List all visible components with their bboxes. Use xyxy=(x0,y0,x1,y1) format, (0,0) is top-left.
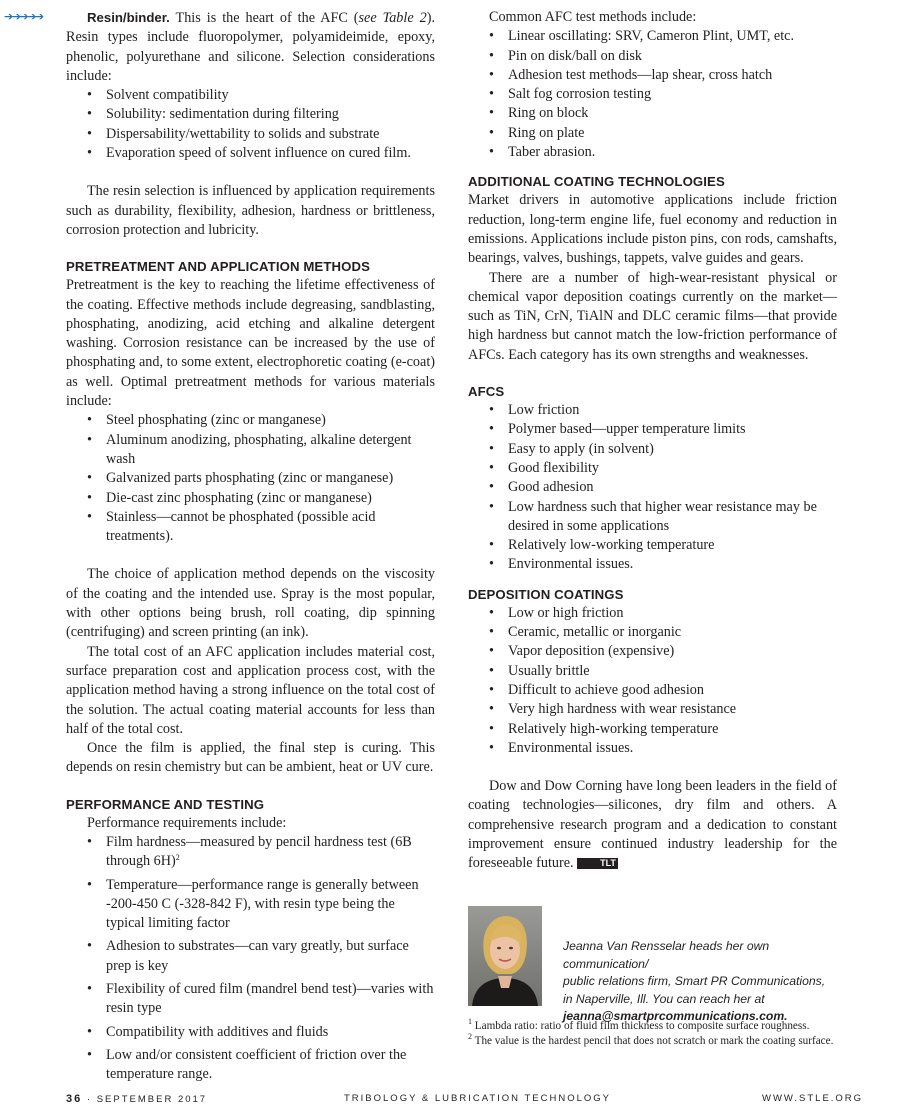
tlt-logo-icon: TLT xyxy=(577,858,618,869)
page-number: 36 xyxy=(66,1093,83,1105)
list-item: • Salt fog corrosion testing xyxy=(508,85,837,104)
resin-bullet-list xyxy=(66,86,435,163)
performance-heading: PERFORMANCE AND TESTING xyxy=(66,796,265,812)
list-item: • Temperature—performance range is generally between -200-450 C (-328-842 F), with resin type being the typical limiting factor xyxy=(106,876,435,934)
list-item: • Environmental issues. xyxy=(508,555,837,574)
list-item: • Stainless—cannot be phosphated (possible acid treatments). xyxy=(106,508,435,547)
resin-runin-heading: Resin/binder. xyxy=(87,10,170,25)
application-method-paragraph: The choice of application method depends on the viscosity of the coating and the intended use. Spray is the most popular, with other options being brush, roll coating, dip spinning (centrifuging) and screen printing (an ink). xyxy=(66,566,435,641)
list-item: • Relatively low-working temperature xyxy=(508,536,837,555)
deposition-bullet-list xyxy=(468,604,837,758)
footnote-ref: 2 xyxy=(175,853,180,863)
list-item: • Galvanized parts phosphating (zinc or manganese) xyxy=(106,469,435,488)
author-email-link[interactable]: jeanna@smartprcommunications.com xyxy=(563,1009,785,1024)
arrows-icon: ➔➔➔➔➔ xyxy=(4,10,43,23)
list-item: • Ring on plate xyxy=(508,124,837,143)
list-item: • Adhesion test methods—lap shear, cross hatch xyxy=(508,66,837,85)
list-item: • Good flexibility xyxy=(508,459,837,478)
closing-paragraph: Dow and Dow Corning have long been leaders in the field of coating technologies—silicones, dry film and others. A comprehensive research program and a dedication to constant improvement ensure continued industry leadership for the foreseeable future. TLT xyxy=(468,778,837,872)
left-column xyxy=(66,8,435,1089)
list-item: • Low or high friction xyxy=(508,604,837,623)
vapor-deposition-paragraph: There are a number of high-wear-resistant physical or chemical vapor deposition coatings currently on the market—such as TiN, CrN, TiAlN and DLC ceramic films—that provide high hardness but cannot match the low-friction performance of AFCs. Each category has its own strengths and weaknesses. xyxy=(468,269,837,363)
list-item: • Linear oscillating: SRV, Cameron Plint, UMT, etc. xyxy=(508,27,837,46)
list-item: • Taber abrasion. xyxy=(508,143,837,162)
list-item: • Low and/or consistent coefficient of friction over the temperature range. xyxy=(106,1046,435,1085)
footnote-2: $^2$ The value is the hardest pencil that does not scratch or mark the coating surface. xyxy=(468,1031,834,1047)
list-item: • Easy to apply (in solvent) xyxy=(508,440,837,459)
list-item: • Aluminum anodizing, phosphating, alkaline detergent wash xyxy=(106,431,435,470)
list-item: • Evaporation speed of solvent influence on cured film. xyxy=(106,144,435,163)
list-item: • Solubility: sedimentation during filtering xyxy=(106,105,435,124)
footnote-1: $^1$ Lambda ratio: ratio of fluid film thickness to composite surface roughness. xyxy=(468,1017,810,1032)
journal-name: TRIBOLOGY & LUBRICATION TECHNOLOGY xyxy=(344,1093,612,1104)
page-footer-left: 36 · SEPTEMBER 2017 xyxy=(66,1093,208,1105)
website: WWW.STLE.ORG xyxy=(762,1093,864,1104)
list-item: • Dispersability/wettability to solids and substrate xyxy=(106,125,435,144)
list-item: • Solvent compatibility xyxy=(106,86,435,105)
list-item: • Very high hardness with wear resistance xyxy=(508,700,837,719)
list-item: • Ring on block xyxy=(508,104,837,123)
list-item: • Relatively high-working temperature xyxy=(508,720,837,739)
footnotes xyxy=(468,1019,840,1048)
test-methods-bullet-list xyxy=(468,27,837,162)
performance-bullet-list xyxy=(66,833,435,1085)
list-item: • Steel phosphating (zinc or manganese) xyxy=(106,411,435,430)
list-item: • Good adhesion xyxy=(508,478,837,497)
additional-coating-heading: ADDITIONAL COATING TECHNOLOGIES xyxy=(468,174,725,190)
deposition-coatings-heading: DEPOSITION COATINGS xyxy=(468,586,624,602)
pretreatment-bullet-list xyxy=(66,411,435,546)
right-column xyxy=(468,8,837,874)
author-photo xyxy=(468,906,542,1006)
list-item: • Pin on disk/ball on disk xyxy=(508,47,837,66)
list-item: • Low hardness such that higher wear resistance may be desired in some applications xyxy=(508,498,837,537)
list-item: • Environmental issues. xyxy=(508,739,837,758)
test-methods-intro: Common AFC test methods include: xyxy=(489,9,697,25)
cost-paragraph: The total cost of an AFC application includes material cost, surface preparation cost and application process cost, with the application method having a strong influence on the total cost of the solution. The actual coating material accounts for less than half of the total cost. xyxy=(66,643,435,737)
list-item: • Polymer based—upper temperature limits xyxy=(508,420,837,439)
resin-selection-paragraph: The resin selection is influenced by application requirements such as durability, flexibility, adhesion, hardness or brittleness, corrosion protection and lubricity. xyxy=(66,183,435,238)
list-item: • Usually brittle xyxy=(508,662,837,681)
resin-paragraph: Resin/binder. This is the heart of the AFC (see Table 2). Resin types include fluoropolymer, polyamideimide, epoxy, phenolic, polyurethane and silicone. Selection considerations include: xyxy=(66,10,435,84)
pretreatment-paragraph: Pretreatment is the key to reaching the lifetime effectiveness of the coating. Effective methods include degreasing, sandblasting, phosphating, anodizing, acid etching and alkaline detergent washing. Corrosion resistance can be increased by the use of phosphating and, to some extent, electrophoretic coating (e-coat) as well. Optimal pretreatment methods for various materials include: xyxy=(66,277,435,410)
list-item: • Flexibility of cured film (mandrel bend test)—varies with resin type xyxy=(106,980,435,1019)
curing-paragraph: Once the film is applied, the final step is curing. This depends on resin chemistry but can be ambient, heat or UV cure. xyxy=(66,740,435,776)
list-item: • Film hardness—measured by pencil hardness test (6B through 6H)$^2$ xyxy=(106,833,435,872)
list-item: • Die-cast zinc phosphating (zinc or manganese) xyxy=(106,489,435,508)
list-item: • Compatibility with additives and fluids xyxy=(106,1023,435,1042)
author-bio: Jeanna Van Rensselar heads her own communication/ public relations firm, Smart PR Communications, in Naperville, Ill. You can reach her at jeanna@smartprcommunications.com. xyxy=(563,939,826,1024)
issue-date: SEPTEMBER 2017 xyxy=(96,1094,208,1105)
list-item: • Vapor deposition (expensive) xyxy=(508,642,837,661)
list-item: • Low friction xyxy=(508,401,837,420)
list-item: • Difficult to achieve good adhesion xyxy=(508,681,837,700)
author-portrait-icon xyxy=(468,906,542,1006)
afcs-bullet-list xyxy=(468,401,837,575)
list-item: • Adhesion to substrates—can vary greatly, but surface prep is key xyxy=(106,937,435,976)
list-item: • Ceramic, metallic or inorganic xyxy=(508,623,837,642)
afcs-heading: AFCS xyxy=(468,384,505,400)
market-drivers-paragraph: Market drivers in automotive applications include friction reduction, long-term engine life, fuel economy and reduction in emissions. Applications include piston pins, con rods, camshafts, bearings, valves, bushings, tappets, valve guides and gears. xyxy=(468,192,837,267)
pretreatment-heading: PRETREATMENT AND APPLICATION METHODS xyxy=(66,259,370,275)
performance-intro: Performance requirements include: xyxy=(87,814,287,831)
